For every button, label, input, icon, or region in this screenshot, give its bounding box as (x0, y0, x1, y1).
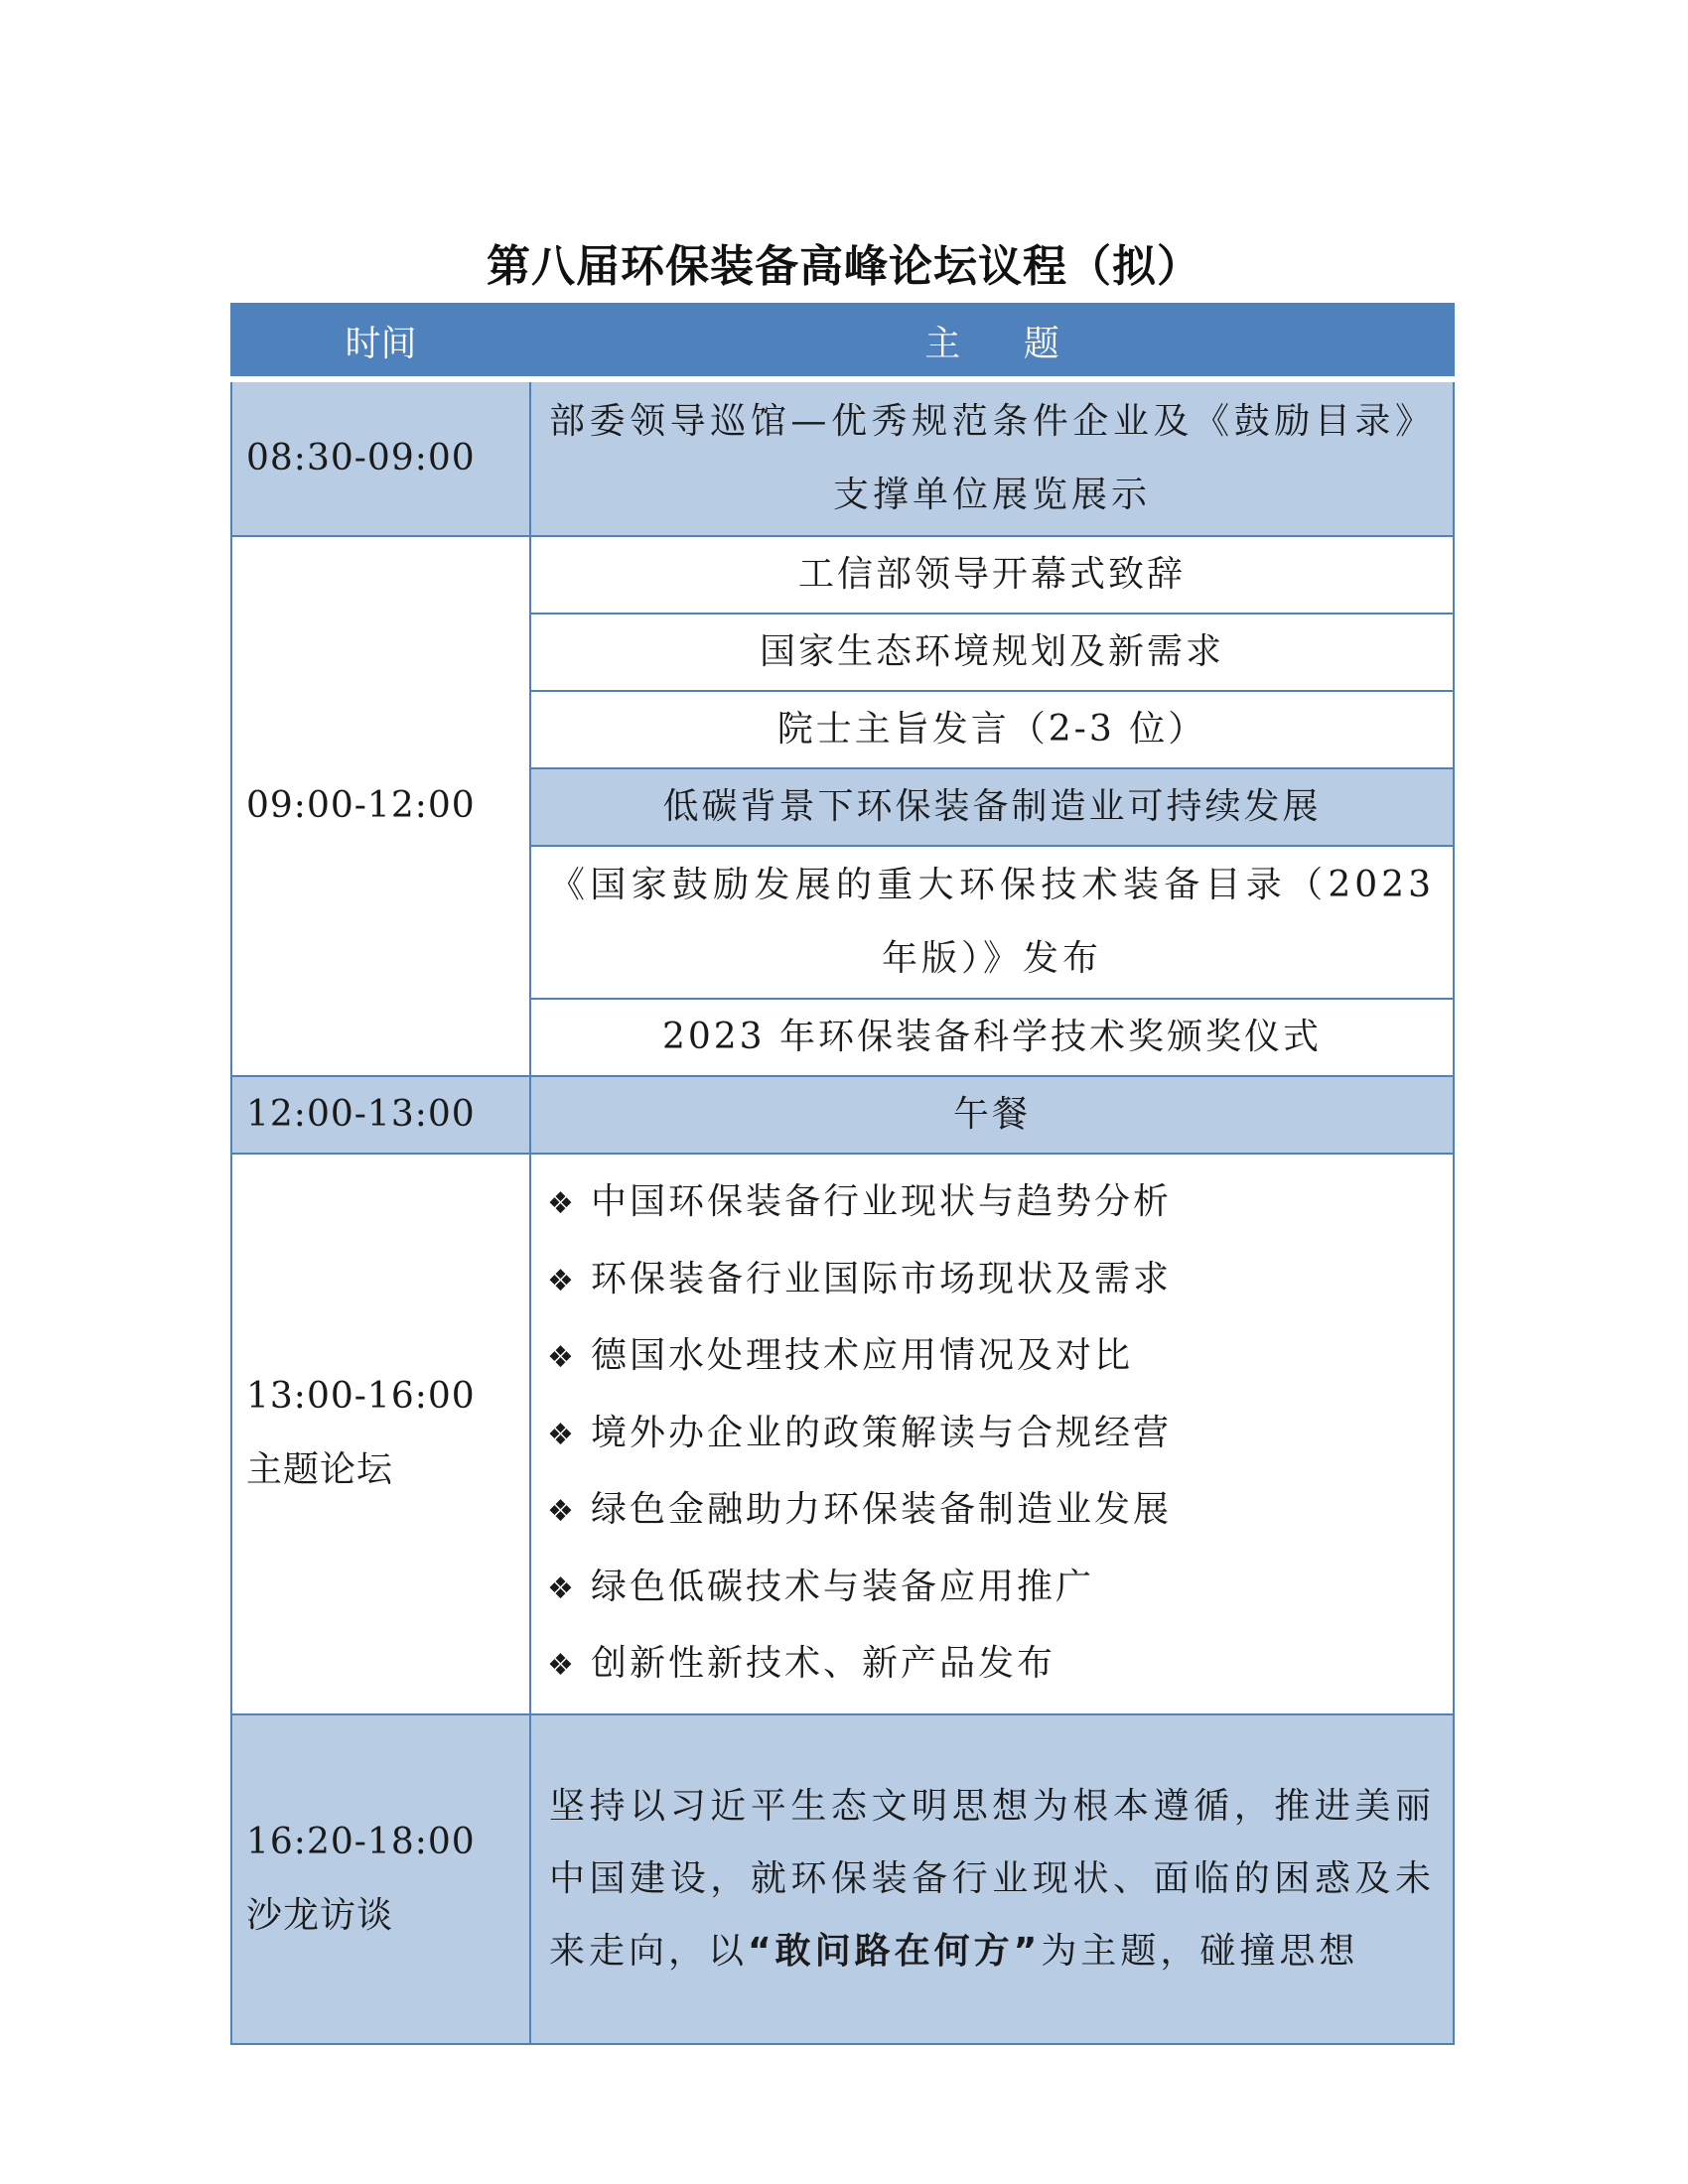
diamond-bullet-icon: ❖ (547, 1340, 577, 1375)
table-header-row (231, 304, 1454, 379)
salon-theme: “敢问路在何方” (748, 1931, 1042, 1972)
table-row (231, 1154, 1454, 1714)
list-item: ❖ 德国水处理技术应用情况及对比 (547, 1318, 1435, 1396)
topic-cell: 院士主旨发言（2-3 位） (530, 691, 1454, 768)
diamond-bullet-icon: ❖ (547, 1186, 577, 1221)
diamond-bullet-icon: ❖ (547, 1648, 577, 1683)
topic-cell: 《国家鼓励发展的重大环保技术装备目录（2023 年版）》发布 (530, 846, 1454, 999)
time-range: 16:20-18:00 (246, 1821, 476, 1862)
session-label: 主题论坛 (246, 1449, 394, 1491)
agenda-table (230, 303, 1455, 2045)
time-range: 13:00-16:00 (246, 1376, 476, 1418)
page-title: 第八届环保装备高峰论坛议程（拟） (487, 241, 1201, 292)
header-time: 时间 (231, 304, 530, 379)
header-topic: 主 题 (530, 304, 1454, 379)
topic-cell (530, 1154, 1454, 1714)
table-row (231, 1714, 1454, 2044)
list-item: ❖ 绿色低碳技术与装备应用推广 (547, 1550, 1435, 1627)
topic-cell: 2023 年环保装备科学技术奖颁奖仪式 (530, 999, 1454, 1076)
list-item: ❖ 境外办企业的政策解读与合规经营 (547, 1396, 1435, 1473)
topic-cell: 国家生态环境规划及新需求 (530, 614, 1454, 691)
list-item: ❖ 创新性新技术、新产品发布 (547, 1626, 1435, 1704)
table-row (231, 1076, 1454, 1154)
topic-cell: 午餐 (530, 1076, 1454, 1154)
salon-description: 坚持以习近平生态文明思想为根本遵循，推进美丽中国建设，就环保装备行业现状、面临的困惑及未来走向，以 (549, 1786, 1435, 1972)
list-item: ❖ 绿色金融助力环保装备制造业发展 (547, 1472, 1435, 1550)
time-cell: 09:00-12:00 (231, 536, 530, 1076)
topic-cell: 低碳背景下环保装备制造业可持续发展 (530, 768, 1454, 846)
salon-description-end: 为主题，碰撞思想 (1041, 1931, 1359, 1972)
topic-cell (530, 1714, 1454, 2044)
table-row (231, 379, 1454, 536)
diamond-bullet-icon: ❖ (547, 1417, 577, 1452)
diamond-bullet-icon: ❖ (547, 1494, 577, 1529)
topic-cell: 工信部领导开幕式致辞 (530, 536, 1454, 614)
diamond-bullet-icon: ❖ (547, 1570, 577, 1606)
time-cell (231, 1714, 530, 2044)
table-row (231, 536, 1454, 614)
list-item: ❖ 中国环保装备行业现状与趋势分析 (547, 1164, 1435, 1242)
time-cell: 08:30-09:00 (231, 379, 530, 536)
diamond-bullet-icon: ❖ (547, 1263, 577, 1298)
topic-cell: 部委领导巡馆—优秀规范条件企业及《鼓励目录》支撑单位展览展示 (530, 379, 1454, 536)
time-cell (231, 1154, 530, 1714)
list-item: ❖ 环保装备行业国际市场现状及需求 (547, 1242, 1435, 1319)
session-label: 沙龙访谈 (246, 1894, 394, 1936)
time-cell: 12:00-13:00 (231, 1076, 530, 1154)
